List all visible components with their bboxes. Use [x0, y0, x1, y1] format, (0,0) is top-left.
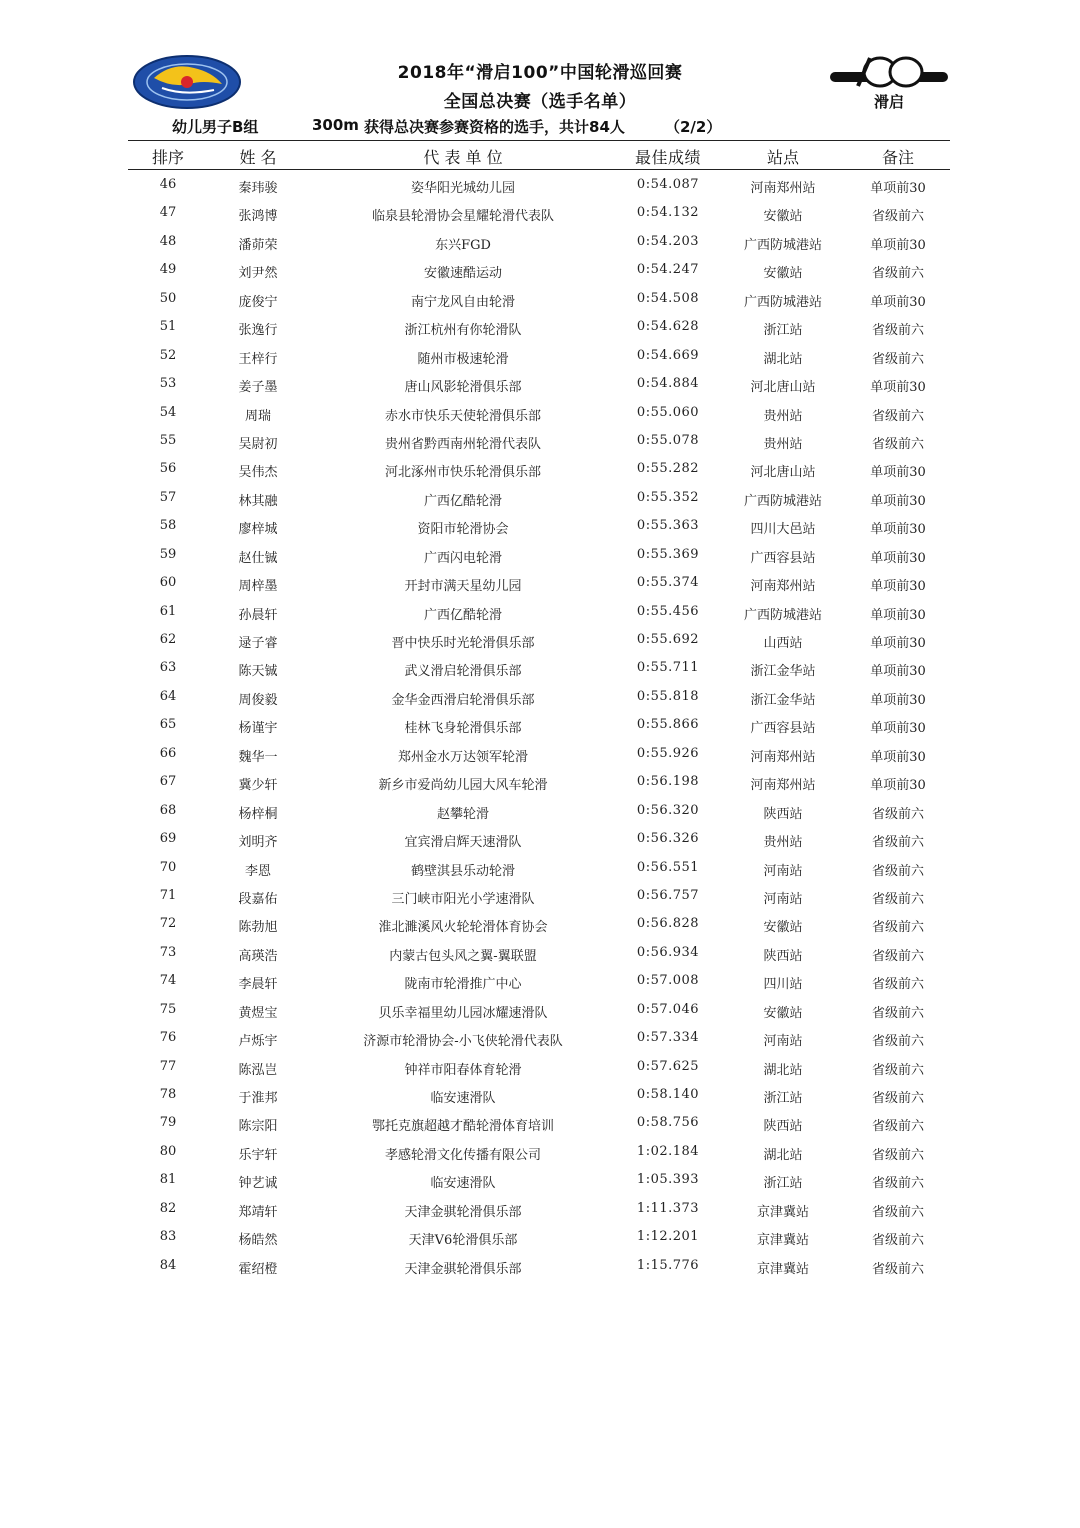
athlete-table — [128, 170, 950, 1279]
table-row — [128, 796, 950, 824]
unit-cell: 广西亿酷轮滑 — [423, 493, 502, 509]
note-cell: 单项前30 — [870, 294, 926, 310]
note-cell: 单项前30 — [870, 181, 926, 196]
score-cell: 0:55.282 — [636, 461, 700, 477]
unit-cell: 三门峡市阳光小学速滑队 — [391, 891, 535, 907]
note-cell: 省级前六 — [871, 1005, 924, 1021]
table-row — [128, 568, 950, 596]
site-cell: 河南郑州站 — [750, 749, 816, 765]
rank-cell: 74 — [159, 973, 177, 989]
score-cell: 0:55.363 — [636, 518, 700, 534]
site-cell: 河南郑州站 — [750, 181, 816, 196]
unit-cell: 姿华阳光城幼儿园 — [410, 181, 515, 196]
unit-cell: 桂林飞身轮滑俱乐部 — [404, 721, 522, 737]
note-cell: 省级前六 — [871, 863, 924, 879]
site-cell: 浙江站 — [763, 1091, 803, 1106]
site-cell: 广西容县站 — [750, 721, 816, 737]
note-cell: 省级前六 — [871, 266, 924, 282]
unit-cell: 武义滑启轮滑俱乐部 — [404, 664, 522, 680]
unit-cell: 金华金西滑启轮滑俱乐部 — [391, 692, 535, 708]
site-cell: 河南郑州站 — [750, 579, 816, 595]
name-cell: 周梓墨 — [238, 579, 278, 595]
site-cell: 贵州站 — [763, 408, 803, 424]
rank-cell: 63 — [159, 660, 177, 676]
rank-cell: 79 — [159, 1115, 177, 1131]
table-row — [128, 909, 950, 937]
score-cell: 0:58.140 — [636, 1087, 700, 1102]
rank-cell: 65 — [159, 717, 177, 733]
unit-cell: 唐山风影轮滑俱乐部 — [404, 380, 522, 396]
unit-cell: 鄂托克旗超越才酷轮滑体育培训 — [371, 1119, 554, 1135]
table-row — [128, 1023, 950, 1051]
table-header — [128, 142, 950, 168]
note-cell: 单项前30 — [870, 607, 926, 623]
rank-cell: 47 — [159, 205, 177, 221]
note-cell: 省级前六 — [871, 1119, 924, 1135]
score-cell: 0:56.198 — [636, 774, 700, 790]
score-cell: 0:56.828 — [636, 916, 700, 932]
table-row — [128, 454, 950, 482]
unit-cell: 随州市极速轮滑 — [417, 351, 509, 367]
unit-cell: 陇南市轮滑推广中心 — [404, 977, 522, 993]
name-cell: 陈宗阳 — [238, 1119, 278, 1135]
note-cell: 省级前六 — [871, 1204, 924, 1220]
name-cell: 王梓行 — [238, 351, 278, 367]
note-cell: 省级前六 — [871, 436, 924, 452]
score-cell: 0:54.669 — [636, 347, 700, 363]
table-row — [128, 170, 950, 198]
score-cell: 0:55.456 — [636, 603, 700, 619]
site-cell: 京津冀站 — [756, 1261, 809, 1277]
score-cell: 0:54.628 — [636, 319, 700, 335]
name-cell: 黄煜宝 — [238, 1005, 278, 1021]
score-cell: 0:56.320 — [636, 802, 700, 818]
site-cell: 河南站 — [763, 1034, 803, 1050]
score-cell: 0:56.551 — [636, 859, 700, 875]
rank-cell: 61 — [159, 603, 177, 619]
note-cell: 单项前30 — [870, 550, 926, 566]
score-cell: 0:55.369 — [636, 546, 700, 562]
name-cell: 周瑞 — [244, 408, 271, 424]
note-cell: 单项前30 — [870, 664, 926, 680]
table-row — [128, 255, 950, 283]
col-unit: 代 表 单 位 — [423, 148, 503, 167]
qualify-text: 获得总决赛参赛资格的选手，共计84人 — [364, 118, 625, 136]
unit-cell: 安徽速酷运动 — [423, 266, 502, 282]
name-cell: 秦玮骏 — [238, 181, 278, 196]
col-score: 最佳成绩 — [634, 148, 701, 167]
site-cell: 山西站 — [763, 636, 803, 651]
name-cell: 霍绍橙 — [238, 1261, 278, 1277]
rank-cell: 76 — [159, 1030, 177, 1046]
unit-cell: 天津金骐轮滑俱乐部 — [404, 1204, 522, 1220]
site-cell: 陕西站 — [763, 806, 803, 822]
score-cell: 0:57.334 — [636, 1030, 700, 1046]
col-rank: 排序 — [151, 148, 184, 167]
note-cell: 单项前30 — [870, 237, 926, 253]
site-cell: 京津冀站 — [756, 1233, 809, 1249]
name-cell: 张逸行 — [238, 323, 278, 339]
group-label: 幼儿男子B组 — [172, 118, 259, 136]
score-cell: 0:54.132 — [636, 205, 700, 221]
table-row — [128, 597, 950, 625]
score-cell: 0:55.352 — [636, 489, 700, 505]
score-cell: 0:55.060 — [636, 404, 700, 420]
table-row — [128, 767, 950, 795]
name-cell: 钟艺诚 — [238, 1176, 278, 1192]
site-cell: 河南站 — [763, 891, 803, 907]
site-cell: 陕西站 — [763, 1119, 803, 1135]
site-cell: 广西防城港站 — [743, 294, 822, 310]
rank-cell: 64 — [159, 688, 177, 704]
site-cell: 浙江站 — [763, 323, 803, 339]
score-cell: 1:12.201 — [636, 1229, 700, 1245]
unit-cell: 新乡市爱尚幼儿园大风车轮滑 — [378, 778, 548, 794]
name-cell: 乐宇轩 — [238, 1147, 278, 1163]
note-cell: 省级前六 — [871, 920, 924, 936]
score-cell: 0:54.203 — [636, 233, 700, 249]
site-cell: 广西容县站 — [750, 550, 816, 566]
unit-cell: 赤水市快乐天使轮滑俱乐部 — [384, 408, 541, 424]
note-cell: 单项前30 — [870, 721, 926, 737]
score-cell: 0:54.087 — [636, 177, 700, 192]
site-cell: 京津冀站 — [756, 1204, 809, 1220]
site-cell: 河北唐山站 — [750, 380, 816, 396]
name-cell: 周俊毅 — [238, 692, 278, 708]
note-cell: 省级前六 — [871, 891, 924, 907]
site-cell: 广西防城港站 — [743, 237, 822, 253]
rank-cell: 58 — [159, 518, 177, 534]
rank-cell: 77 — [159, 1058, 177, 1074]
rank-cell: 56 — [159, 461, 177, 477]
unit-cell: 宜宾滑启辉天速滑队 — [404, 835, 522, 851]
table-row — [128, 1137, 950, 1165]
col-name: 姓 名 — [239, 148, 277, 167]
rank-cell: 80 — [159, 1143, 177, 1159]
note-cell: 省级前六 — [871, 1147, 924, 1163]
table-row — [128, 1251, 950, 1279]
unit-cell: 贝乐幸福里幼儿园冰耀速滑队 — [378, 1005, 548, 1021]
unit-cell: 天津金骐轮滑俱乐部 — [404, 1261, 522, 1277]
rank-cell: 82 — [159, 1200, 177, 1216]
table-row — [128, 540, 950, 568]
rank-cell: 69 — [159, 831, 177, 847]
distance-label: 300m — [312, 116, 359, 134]
unit-cell: 浙江杭州有你轮滑队 — [404, 323, 522, 339]
unit-cell: 资阳市轮滑协会 — [417, 522, 509, 538]
score-cell: 0:57.046 — [636, 1001, 700, 1017]
score-cell: 0:55.374 — [636, 575, 700, 591]
site-cell: 湖北站 — [763, 1147, 803, 1163]
col-site: 站点 — [766, 148, 799, 167]
note-cell: 单项前30 — [870, 692, 926, 708]
unit-cell: 鹤壁淇县乐动轮滑 — [410, 863, 515, 879]
note-cell: 省级前六 — [871, 1091, 924, 1106]
name-cell: 高瑛浩 — [238, 948, 278, 964]
note-cell: 省级前六 — [871, 1176, 924, 1192]
table-row — [128, 312, 950, 340]
name-cell: 赵仕铖 — [238, 550, 278, 566]
name-cell: 李晨轩 — [238, 977, 278, 993]
name-cell: 杨谨宇 — [238, 721, 278, 737]
name-cell: 刘明齐 — [238, 835, 278, 851]
col-note: 备注 — [881, 148, 914, 167]
page-title: 2018年“滑启100”中国轮滑巡回赛 — [397, 63, 683, 83]
table-row — [128, 511, 950, 539]
name-cell: 刘尹然 — [238, 266, 278, 282]
table-row — [128, 653, 950, 681]
unit-cell: 广西闪电轮滑 — [423, 550, 502, 566]
unit-cell: 天津V6轮滑俱乐部 — [408, 1233, 518, 1249]
site-cell: 安徽站 — [763, 920, 803, 936]
table-row — [128, 198, 950, 226]
table-row — [128, 227, 950, 255]
unit-cell: 临安速滑队 — [430, 1176, 496, 1192]
name-cell: 廖梓城 — [238, 522, 278, 538]
table-row — [128, 1222, 950, 1250]
site-cell: 四川大邑站 — [750, 522, 816, 538]
note-cell: 省级前六 — [871, 806, 924, 822]
note-cell: 单项前30 — [870, 380, 926, 396]
name-cell: 陈天铖 — [238, 664, 278, 680]
rank-cell: 67 — [159, 774, 177, 790]
rank-cell: 55 — [159, 432, 177, 448]
table-row — [128, 682, 950, 710]
site-cell: 四川站 — [763, 977, 803, 993]
score-cell: 0:55.866 — [636, 717, 700, 733]
note-cell: 省级前六 — [871, 1233, 924, 1249]
rank-cell: 78 — [159, 1087, 177, 1102]
rank-cell: 66 — [159, 745, 177, 761]
name-cell: 杨皓然 — [238, 1233, 278, 1249]
name-cell: 卢烁宇 — [238, 1034, 278, 1050]
table-row — [128, 1194, 950, 1222]
group-info — [0, 116, 1080, 138]
rank-cell: 49 — [159, 262, 177, 278]
site-cell: 贵州站 — [763, 835, 803, 851]
rank-cell: 57 — [159, 489, 177, 505]
rank-cell: 81 — [159, 1172, 177, 1188]
unit-cell: 东兴FGD — [435, 237, 491, 253]
note-cell: 省级前六 — [871, 209, 924, 225]
score-cell: 0:54.508 — [636, 290, 700, 306]
rank-cell: 60 — [159, 575, 177, 591]
table-row — [128, 995, 950, 1023]
note-cell: 省级前六 — [871, 1034, 924, 1050]
table-row — [128, 398, 950, 426]
score-cell: 0:57.625 — [636, 1058, 700, 1074]
name-cell: 陈泓岂 — [238, 1062, 278, 1078]
site-cell: 安徽站 — [763, 209, 803, 225]
rank-cell: 54 — [159, 404, 177, 420]
rank-cell: 62 — [159, 632, 177, 647]
site-cell: 浙江站 — [763, 1176, 803, 1192]
site-cell: 安徽站 — [763, 266, 803, 282]
score-cell: 1:11.373 — [636, 1200, 700, 1216]
score-cell: 0:54.247 — [636, 262, 700, 278]
unit-cell: 河北涿州市快乐轮滑俱乐部 — [384, 465, 541, 481]
name-cell: 陈勃旭 — [238, 920, 278, 936]
rank-cell: 51 — [159, 319, 177, 335]
site-cell: 浙江金华站 — [750, 664, 816, 680]
name-cell: 逯子睿 — [238, 636, 278, 651]
site-cell: 湖北站 — [763, 351, 803, 367]
rank-cell: 46 — [159, 177, 177, 192]
note-cell: 省级前六 — [871, 977, 924, 993]
score-cell: 0:56.757 — [636, 887, 700, 903]
table-row — [128, 1080, 950, 1108]
name-cell: 张鸿博 — [238, 209, 278, 225]
site-cell: 广西防城港站 — [743, 607, 822, 623]
rank-cell: 48 — [159, 233, 177, 249]
rank-cell: 75 — [159, 1001, 177, 1017]
rank-cell: 68 — [159, 802, 177, 818]
note-cell: 省级前六 — [871, 948, 924, 964]
name-cell: 孙晨轩 — [238, 607, 278, 623]
note-cell: 单项前30 — [870, 579, 926, 595]
name-cell: 杨梓桐 — [238, 806, 278, 822]
score-cell: 1:15.776 — [636, 1257, 700, 1273]
unit-cell: 孝感轮滑文化传播有限公司 — [384, 1147, 541, 1163]
unit-cell: 临安速滑队 — [430, 1091, 496, 1106]
name-cell: 庞俊宁 — [238, 294, 278, 310]
rank-cell: 53 — [159, 376, 177, 392]
unit-cell: 淮北濉溪风火轮轮滑体育协会 — [378, 920, 548, 936]
rank-cell: 50 — [159, 290, 177, 306]
table-row — [128, 625, 950, 653]
unit-cell: 临泉县轮滑协会星耀轮滑代表队 — [371, 209, 554, 225]
note-cell: 省级前六 — [871, 408, 924, 424]
table-row — [128, 1165, 950, 1193]
rank-cell: 70 — [159, 859, 177, 875]
site-cell: 湖北站 — [763, 1062, 803, 1078]
note-cell: 单项前30 — [870, 636, 926, 651]
unit-cell: 钟祥市阳春体育轮滑 — [404, 1062, 522, 1078]
unit-cell: 晋中快乐时光轮滑俱乐部 — [391, 636, 535, 651]
svg-text:滑启: 滑启 — [873, 93, 905, 111]
table-row — [128, 426, 950, 454]
note-cell: 单项前30 — [870, 522, 926, 538]
name-cell: 于淮邦 — [238, 1091, 278, 1106]
rank-cell: 71 — [159, 887, 177, 903]
site-cell: 安徽站 — [763, 1005, 803, 1021]
table-row — [128, 739, 950, 767]
name-cell: 吴尉初 — [238, 436, 278, 452]
note-cell: 单项前30 — [870, 493, 926, 509]
score-cell: 0:56.326 — [636, 831, 700, 847]
rank-cell: 72 — [159, 916, 177, 932]
name-cell: 郑靖轩 — [238, 1204, 278, 1220]
rank-cell: 84 — [159, 1257, 177, 1273]
score-cell: 0:56.934 — [636, 944, 700, 960]
site-cell: 广西防城港站 — [743, 493, 822, 509]
name-cell: 冀少轩 — [238, 778, 278, 794]
unit-cell: 南宁龙风自由轮滑 — [410, 294, 515, 310]
score-cell: 0:54.884 — [636, 376, 700, 392]
note-cell: 省级前六 — [871, 1062, 924, 1078]
note-cell: 省级前六 — [871, 351, 924, 367]
table-row — [128, 824, 950, 852]
score-cell: 0:55.692 — [636, 632, 700, 647]
site-cell: 河南郑州站 — [750, 778, 816, 794]
rank-cell: 52 — [159, 347, 177, 363]
note-cell: 省级前六 — [871, 835, 924, 851]
site-cell: 河北唐山站 — [750, 465, 816, 481]
name-cell: 潘茆荣 — [238, 237, 278, 253]
page-indicator: （2/2） — [665, 118, 722, 136]
table-row — [128, 284, 950, 312]
score-cell: 1:02.184 — [636, 1143, 700, 1159]
score-cell: 0:55.926 — [636, 745, 700, 761]
note-cell: 单项前30 — [870, 778, 926, 794]
name-cell: 魏华一 — [238, 749, 278, 765]
score-cell: 1:05.393 — [636, 1172, 700, 1188]
name-cell: 吴伟杰 — [238, 465, 278, 481]
note-cell: 单项前30 — [870, 749, 926, 765]
unit-cell: 广西亿酷轮滑 — [423, 607, 502, 623]
unit-cell: 内蒙古包头风之翼-翼联盟 — [389, 948, 537, 964]
rank-cell: 59 — [159, 546, 177, 562]
page-subtitle: 全国总决赛（选手名单） — [443, 92, 637, 112]
table-row — [128, 710, 950, 738]
table-row — [128, 938, 950, 966]
table-row — [128, 1108, 950, 1136]
name-cell: 林其融 — [238, 493, 278, 509]
score-cell: 0:57.008 — [636, 973, 700, 989]
header-top-rule — [128, 140, 950, 141]
name-cell: 段嘉佑 — [238, 891, 278, 907]
score-cell: 0:55.818 — [636, 688, 700, 704]
table-row — [128, 341, 950, 369]
site-cell: 河南站 — [763, 863, 803, 879]
note-cell: 省级前六 — [871, 1261, 924, 1277]
note-cell: 省级前六 — [871, 323, 924, 339]
rank-cell: 73 — [159, 944, 177, 960]
table-row — [128, 369, 950, 397]
table-row — [128, 483, 950, 511]
site-cell: 贵州站 — [763, 436, 803, 452]
score-cell: 0:55.078 — [636, 432, 700, 448]
table-row — [128, 853, 950, 881]
score-cell: 0:58.756 — [636, 1115, 700, 1131]
table-row — [128, 881, 950, 909]
table-row — [128, 966, 950, 994]
note-cell: 单项前30 — [870, 465, 926, 481]
unit-cell: 济源市轮滑协会-小飞侠轮滑代表队 — [363, 1034, 563, 1050]
unit-cell: 贵州省黔西南州轮滑代表队 — [384, 436, 541, 452]
unit-cell: 赵攀轮滑 — [436, 806, 489, 822]
unit-cell: 郑州金水万达领军轮滑 — [397, 749, 528, 765]
site-cell: 浙江金华站 — [750, 692, 816, 708]
unit-cell: 开封市满天星幼儿园 — [404, 579, 522, 595]
table-row — [128, 1052, 950, 1080]
site-cell: 陕西站 — [763, 948, 803, 964]
name-cell: 李恩 — [244, 863, 271, 879]
rank-cell: 83 — [159, 1229, 177, 1245]
name-cell: 姜子墨 — [238, 380, 278, 396]
score-cell: 0:55.711 — [636, 660, 700, 676]
